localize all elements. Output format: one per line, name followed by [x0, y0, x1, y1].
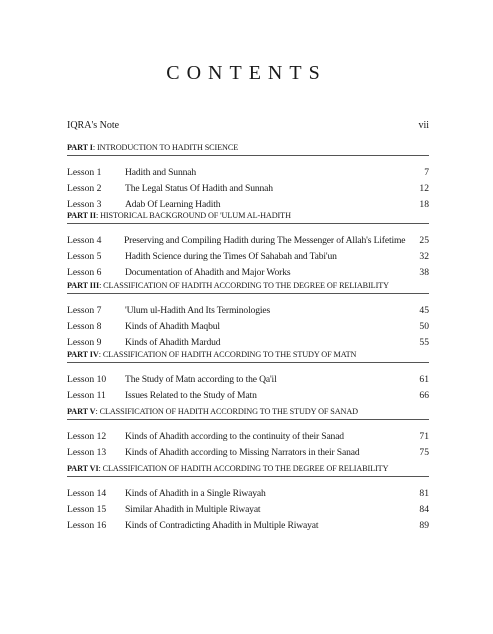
- lesson-title: Preserving and Compiling Hadith during The Messenger of Allah's Lifetime: [123, 235, 406, 246]
- lesson-number: Lesson 10: [67, 374, 107, 385]
- part-title: : HISTORICAL BACKGROUND OF 'ULUM AL-HADITH: [95, 211, 291, 220]
- toc-entry: [67, 429, 429, 445]
- page-number: 18: [419, 199, 429, 210]
- lesson-title: Kinds of Ahadith according to the continuity of their Sanad: [125, 431, 344, 442]
- lesson-number: Lesson 11: [67, 390, 106, 401]
- part-title: : CLASSIFICATION OF HADITH ACCORDING TO THE DEGREE OF RELIABILITY: [99, 281, 389, 290]
- divider: [67, 419, 429, 420]
- front-matter-label: IQRA's Note: [67, 120, 120, 131]
- page-title: CONTENTS: [166, 62, 327, 84]
- part-heading: [67, 143, 429, 152]
- lesson-number: Lesson 16: [67, 520, 107, 531]
- toc-entry: [67, 265, 429, 281]
- page-number: 81: [419, 488, 429, 499]
- lesson-title: Hadith and Sunnah: [125, 167, 196, 178]
- lesson-title: Kinds of Ahadith according to Missing Narrators in their Sanad: [125, 447, 360, 458]
- divider: [67, 293, 429, 294]
- toc-entry: [67, 319, 429, 335]
- lesson-number: Lesson 7: [67, 305, 102, 316]
- part-label: PART VI: [67, 464, 99, 473]
- part-label: PART II: [67, 211, 96, 220]
- page-number: 84: [419, 504, 429, 515]
- page-number: 7: [424, 167, 429, 178]
- part-label: PART IV: [67, 350, 99, 359]
- toc-entry: [67, 518, 429, 534]
- part-label: PART III: [67, 281, 100, 290]
- divider: [67, 223, 429, 224]
- toc-entry: [67, 181, 429, 197]
- lesson-number: Lesson 15: [67, 504, 107, 515]
- toc-entry: [67, 165, 429, 181]
- lesson-number: Lesson 14: [67, 488, 107, 499]
- toc-entry: [67, 372, 429, 388]
- page-number: 38: [419, 267, 429, 278]
- toc-entry: [67, 303, 429, 319]
- part-title: : CLASSIFICATION OF HADITH ACCORDING TO THE DEGREE OF RELIABILITY: [98, 464, 389, 473]
- lesson-number: Lesson 1: [67, 167, 102, 178]
- part-heading: [67, 350, 429, 359]
- lesson-title: Kinds of Ahadith in a Single Riwayah: [125, 488, 266, 499]
- part-section-2: [67, 211, 429, 281]
- part-section-6: [67, 464, 429, 534]
- lesson-title: The Study of Matn according to the Qa'il: [125, 374, 277, 385]
- part-heading: [67, 407, 429, 416]
- lesson-number: Lesson 13: [67, 447, 107, 458]
- toc-entry: [67, 486, 429, 502]
- page-number: 61: [419, 374, 429, 385]
- lesson-title: Adab Of Learning Hadith: [125, 199, 221, 210]
- toc-entry: [67, 388, 429, 404]
- lesson-title: The Legal Status Of Hadith and Sunnah: [125, 183, 273, 194]
- lesson-title: Kinds of Ahadith Maqbul: [125, 321, 220, 332]
- toc-entry: [67, 502, 429, 518]
- lesson-title: Hadith Science during the Times Of Sahabah and Tabi'un: [125, 251, 337, 262]
- page-number: 45: [419, 305, 429, 316]
- toc-entry: [67, 249, 429, 265]
- part-section-5: [67, 407, 429, 461]
- part-title: : INTRODUCTION TO HADITH SCIENCE: [92, 143, 239, 152]
- part-section-3: [67, 281, 429, 351]
- lesson-title: Similar Ahadith in Multiple Riwayat: [125, 504, 261, 515]
- toc-entry: [67, 445, 429, 461]
- part-title: : CLASSIFICATION OF HADITH ACCORDING TO THE STUDY OF SANAD: [95, 407, 358, 416]
- lesson-number: Lesson 12: [67, 431, 107, 442]
- toc-entry: [67, 233, 429, 249]
- page-number: 12: [419, 183, 429, 194]
- lesson-number: Lesson 4: [67, 235, 102, 246]
- page-number: 25: [419, 235, 429, 246]
- lesson-number: Lesson 6: [67, 267, 102, 278]
- front-matter-entry: [67, 120, 429, 131]
- page-number: 75: [419, 447, 429, 458]
- part-heading: [67, 281, 429, 290]
- page-number: 55: [419, 337, 429, 348]
- lesson-title: Kinds of Contradicting Ahadith in Multiple Riwayat: [125, 520, 319, 531]
- part-section-1: [67, 143, 429, 213]
- lesson-title: Issues Related to the Study of Matn: [125, 390, 257, 401]
- divider: [67, 476, 429, 477]
- divider: [67, 362, 429, 363]
- page-number: 50: [419, 321, 429, 332]
- part-label: PART I: [67, 143, 93, 152]
- lesson-number: Lesson 8: [67, 321, 102, 332]
- front-matter-page: vii: [418, 120, 429, 131]
- part-title: : CLASSIFICATION OF HADITH ACCORDING TO THE STUDY OF MATN: [98, 350, 357, 359]
- part-heading: [67, 211, 429, 220]
- page-number: 71: [419, 431, 429, 442]
- page-number: 89: [419, 520, 429, 531]
- page-number: 66: [419, 390, 429, 401]
- part-section-4: [67, 350, 429, 404]
- toc-entry: [67, 335, 429, 351]
- lesson-title: Kinds of Ahadith Mardud: [125, 337, 221, 348]
- lesson-number: Lesson 9: [67, 337, 102, 348]
- divider: [67, 155, 429, 156]
- lesson-title: 'Ulum ul-Hadith And Its Terminologies: [125, 305, 271, 316]
- part-label: PART V: [67, 407, 96, 416]
- lesson-title: Documentation of Ahadith and Major Works: [125, 267, 291, 278]
- page-number: 32: [419, 251, 429, 262]
- lesson-number: Lesson 5: [67, 251, 102, 262]
- part-heading: [67, 464, 429, 473]
- lesson-number: Lesson 2: [67, 183, 102, 194]
- lesson-number: Lesson 3: [67, 199, 102, 210]
